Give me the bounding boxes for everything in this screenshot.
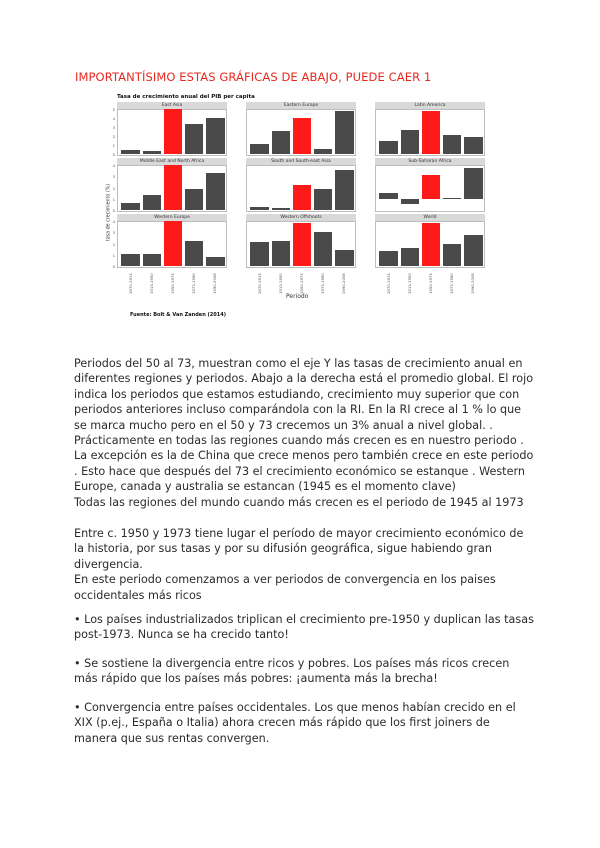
paragraph-summary: Todas las regiones del mundo cuando más crecen es el periodo de 1945 al 1973 xyxy=(74,495,524,509)
paragraph-convergence: En este periodo comenzamos a ver periodos de convergencia en los paises occidentales más ricos xyxy=(74,573,496,602)
x-tick-label: 1973-1990 xyxy=(191,273,197,294)
x-tick-label: 1990-2008 xyxy=(470,273,476,294)
paragraph-intro: Periodos del 50 al 73, muestran como el eje Y las tasas de crecimiento anual en diferentes regiones y periodos. Abajo a la derecha está el promedio global. El rojo indica los periodos que estamos estudiando, crecimiento muy superior que con periodos anteriores incluso comparándola con la RI. En la RI crece al 1 % lo que se marca mucho pero en el 50 y 73 crecemos un 3% anual a nivel global. . Prácticamente en todas las regiones cuando más crecen es en nuestro periodo . La excepción es la de China que crece menos pero también crece en este periodo . Esto hace que después del 73 el crecimiento económico se estanque . Western Europe, canada y australia se estancan (1945 es el momento clave) xyxy=(74,357,534,494)
bar-1973-1990 xyxy=(443,135,461,154)
panel-plot-area xyxy=(117,165,227,212)
bar-1973-1990 xyxy=(185,124,203,154)
y-tick-label: 1 xyxy=(112,143,115,148)
x-tick-label: 1950-1973 xyxy=(170,273,175,294)
panel-title: Western Europe xyxy=(117,214,227,221)
panel-plot-area xyxy=(375,165,485,212)
bar-1913-1950 xyxy=(272,131,290,154)
page-heading: IMPORTANTÍSIMO ESTAS GRÁFICAS DE ABAJO, PUEDE CAER 1 xyxy=(75,70,432,84)
panel-plot-area xyxy=(375,221,485,268)
y-tick-label: 0 xyxy=(112,152,115,157)
bar-1950-1973 xyxy=(422,111,440,154)
bar-1870-1913 xyxy=(250,144,268,154)
gdp-growth-figure xyxy=(100,94,500,322)
bar-1973-1990 xyxy=(314,189,332,210)
x-tick-label: 1950-1973 xyxy=(299,273,304,294)
y-tick-label: 3 xyxy=(112,125,115,130)
bar-1950-1973 xyxy=(422,175,440,199)
bar-1973-1990 xyxy=(314,232,332,267)
bar-1950-1973 xyxy=(164,221,182,266)
bar-1870-1913 xyxy=(121,254,139,266)
x-tick-label: 1913-1950 xyxy=(148,273,154,294)
panel-title: Sub-Saharan Africa xyxy=(375,158,485,165)
y-tick-label: 1 xyxy=(112,196,115,202)
bar-1973-1990 xyxy=(443,244,461,267)
panel-south-and-south-east-asia xyxy=(246,158,356,212)
body-block-2 xyxy=(74,526,534,603)
bar-1990-2008 xyxy=(464,137,482,154)
bar-1913-1950 xyxy=(401,199,419,205)
bar-1990-2008 xyxy=(464,168,482,198)
bar-1950-1973 xyxy=(293,223,311,267)
bar-1870-1913 xyxy=(379,251,397,266)
x-tick-label: 1950-1973 xyxy=(428,273,433,294)
bar-1973-1990 xyxy=(185,241,203,266)
bar-1870-1913 xyxy=(250,242,268,266)
y-tick-label: 5 xyxy=(112,107,115,112)
panel-east-asia xyxy=(112,102,227,157)
bar-1913-1950 xyxy=(272,241,290,267)
chart-x-axis-label: Periodo xyxy=(286,293,309,300)
y-tick-label: 3 xyxy=(112,230,115,236)
panel-title: East Asia xyxy=(117,102,227,109)
panel-eastern-europe xyxy=(246,102,356,156)
panel-title: South and South-east Asia xyxy=(246,158,356,165)
x-tick-label: 1973-1990 xyxy=(449,273,455,294)
y-tick-label: 4 xyxy=(112,116,115,121)
bar-1973-1990 xyxy=(314,149,332,154)
bullet-2 xyxy=(74,656,534,687)
x-tick-label: 1973-1990 xyxy=(320,273,326,294)
bullet-western-convergence: • Convergencia entre países occidentales. Los que menos habían crecido en el XIX (p.ej., España o Italia) ahora crecen más rápido que los first joiners de manera que sus rentas convergen. xyxy=(74,701,516,745)
bar-1913-1950 xyxy=(272,208,290,210)
bullet-industrialized: • Los países industrializados triplican el crecimiento pre-1950 y duplican las tasas post-1973. Nunca se ha crecido tanto! xyxy=(74,613,534,642)
bar-1990-2008 xyxy=(206,257,224,266)
x-tick-label: 1990-2008 xyxy=(212,273,218,294)
panel-title: Middle East and North Africa xyxy=(117,158,227,165)
panel-world xyxy=(375,214,485,294)
x-tick-label: 1870-1913 xyxy=(256,273,262,294)
bar-1870-1913 xyxy=(121,203,139,210)
y-tick-label: 4 xyxy=(112,219,115,224)
x-tick-label: 1913-1950 xyxy=(277,273,283,294)
bar-1990-2008 xyxy=(464,235,482,267)
panel-title: Western Offshoots xyxy=(246,214,356,221)
bar-1870-1913 xyxy=(379,193,397,199)
y-tick-label: 2 xyxy=(112,241,115,247)
bar-1950-1973 xyxy=(164,109,182,154)
y-tick-label: 0 xyxy=(112,264,115,269)
panel-title: Eastern Europe xyxy=(246,102,356,109)
bullet-divergence: • Se sostiene la divergencia entre ricos y pobres. Los países más ricos crecen más rápido que los países más pobres: ¡aumenta más la brecha! xyxy=(74,657,510,686)
panel-plot-area xyxy=(246,109,356,156)
bar-1950-1973 xyxy=(293,185,311,210)
panel-plot-area xyxy=(117,221,227,268)
x-tick-label: 1990-2008 xyxy=(341,273,347,294)
panel-plot-area xyxy=(375,109,485,156)
y-tick-label: 4 xyxy=(112,163,115,168)
x-tick-label: 1913-1950 xyxy=(406,273,412,294)
panel-western-europe xyxy=(112,214,227,294)
panel-plot-area xyxy=(246,221,356,268)
bar-1870-1913 xyxy=(379,141,397,155)
bar-1913-1950 xyxy=(401,130,419,154)
bar-1913-1950 xyxy=(143,151,161,154)
paragraph-period: Entre c. 1950 y 1973 tiene lugar el período de mayor crecimiento económico de la historia, por sus tasas y por su difusión geográfica, sigue habiendo gran divergencia. xyxy=(74,527,524,571)
bullet-1 xyxy=(74,612,534,643)
bar-1990-2008 xyxy=(335,170,353,211)
bar-1950-1973 xyxy=(164,165,182,210)
body-block-1 xyxy=(74,356,534,510)
panel-sub-saharan-africa xyxy=(375,158,485,212)
bar-1973-1990 xyxy=(443,198,461,199)
y-tick-label: 1 xyxy=(112,252,115,258)
chart-title: Tasa de crecimiento anual del PIB per capita xyxy=(117,94,255,100)
y-tick-label: 2 xyxy=(112,185,115,191)
chart-y-axis-label: tasa de crecimiento (%) xyxy=(106,183,112,242)
bar-1990-2008 xyxy=(335,250,353,267)
bar-1973-1990 xyxy=(185,189,203,210)
panel-plot-area xyxy=(246,165,356,212)
bar-1950-1973 xyxy=(422,223,440,266)
y-tick-label: 3 xyxy=(112,174,115,180)
bar-1913-1950 xyxy=(143,254,161,266)
x-tick-label: 1870-1913 xyxy=(127,273,133,294)
panel-title: Latin America xyxy=(375,102,485,109)
panel-latin-america xyxy=(375,102,485,156)
bar-1990-2008 xyxy=(206,173,224,210)
x-tick-label: 1870-1913 xyxy=(385,273,391,294)
y-tick-label: 0 xyxy=(112,208,115,213)
bar-1913-1950 xyxy=(143,195,161,210)
bar-1913-1950 xyxy=(401,248,419,266)
panel-western-offshoots xyxy=(246,214,356,294)
bar-1990-2008 xyxy=(206,118,224,154)
bar-1950-1973 xyxy=(293,118,311,154)
bar-1870-1913 xyxy=(121,150,139,154)
bullet-3 xyxy=(74,700,534,746)
panel-plot-area xyxy=(117,109,227,156)
y-tick-label: 2 xyxy=(112,134,115,139)
panel-middle-east-and-north-africa xyxy=(112,158,227,213)
panel-title: World xyxy=(375,214,485,221)
chart-source: Fuente: Bolt & Van Zanden (2014) xyxy=(130,312,226,318)
bar-1870-1913 xyxy=(250,207,268,210)
bar-1990-2008 xyxy=(335,111,353,154)
